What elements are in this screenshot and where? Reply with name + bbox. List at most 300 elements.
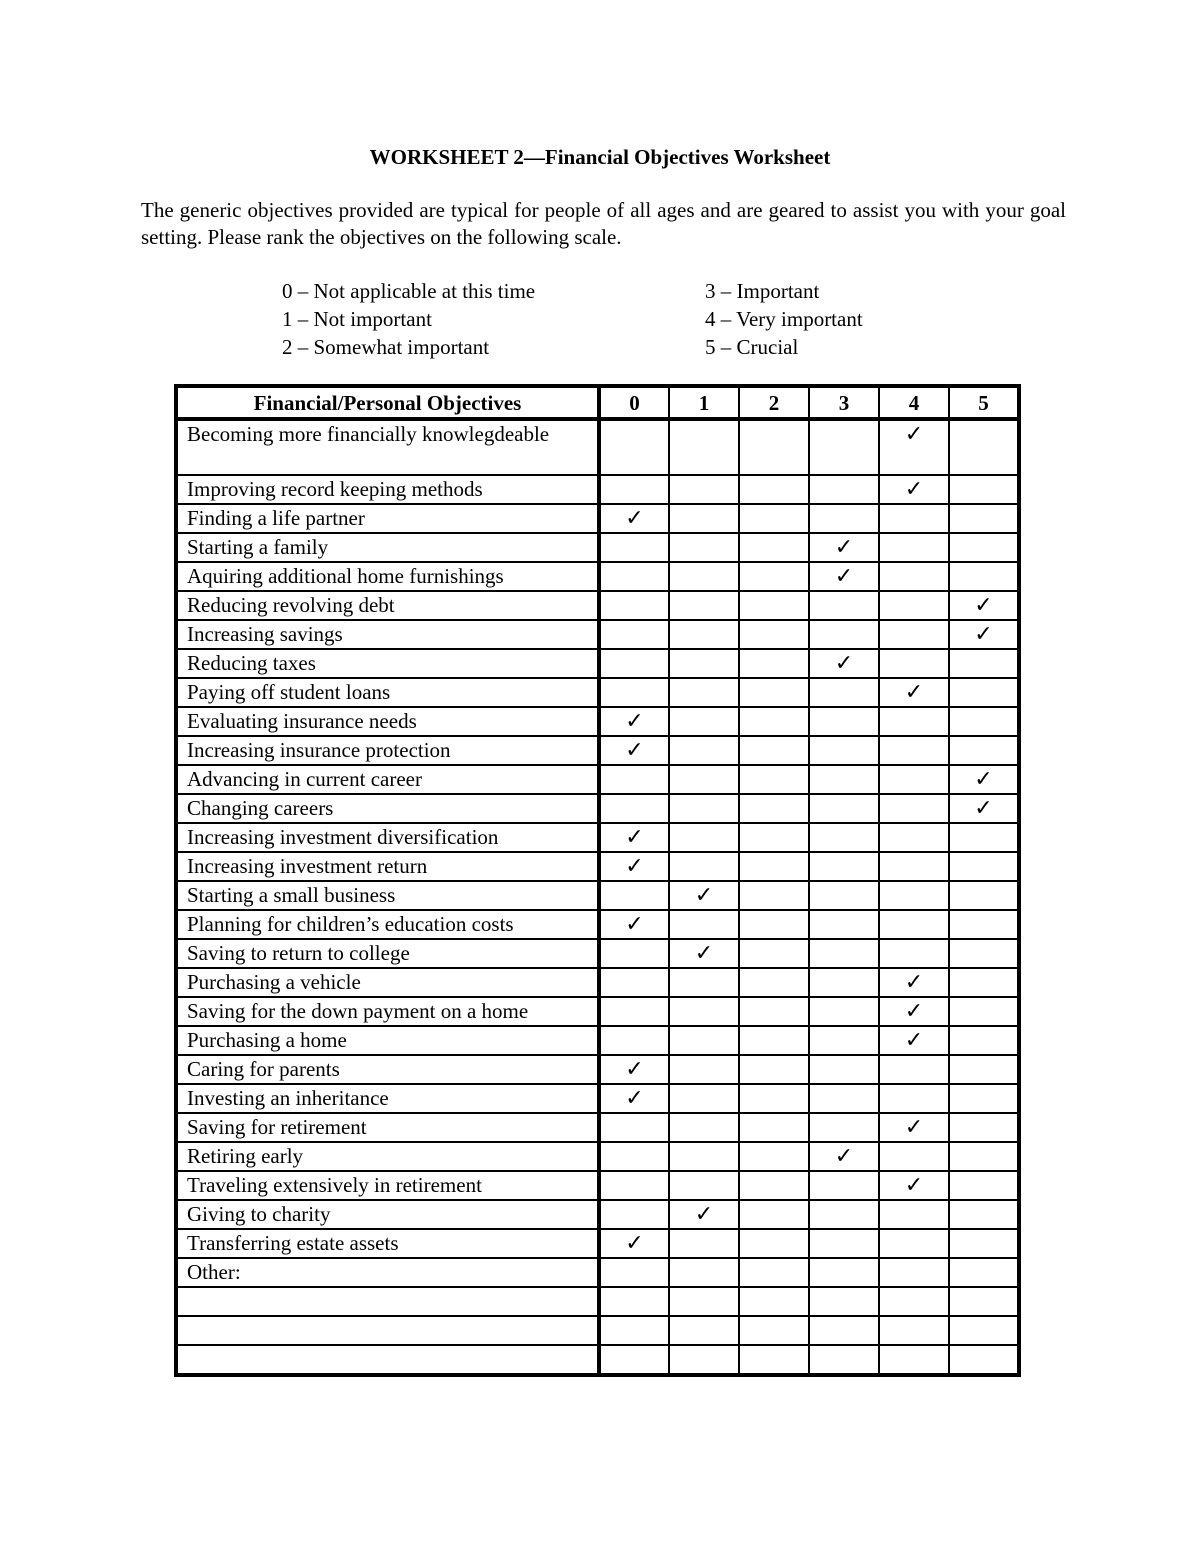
objective-label: Becoming more financially knowlegdeable: [176, 419, 599, 475]
rank-cell-1[interactable]: [669, 1287, 739, 1316]
rank-cell-0[interactable]: [599, 736, 669, 765]
rank-cell-3[interactable]: [809, 1229, 879, 1258]
rank-cell-1[interactable]: [669, 736, 739, 765]
objective-label: Evaluating insurance needs: [176, 707, 599, 736]
rank-cell-2[interactable]: [739, 1258, 809, 1287]
table-row: [176, 707, 1019, 736]
rank-cell-5[interactable]: [949, 1171, 1019, 1200]
rank-cell-4[interactable]: [879, 1171, 949, 1200]
rank-cell-3[interactable]: [809, 1287, 879, 1316]
rank-cell-2[interactable]: [739, 1345, 809, 1375]
objective-label: Reducing revolving debt: [176, 591, 599, 620]
rank-cell-3[interactable]: [809, 881, 879, 910]
rank-cell-3[interactable]: [809, 736, 879, 765]
rank-cell-3[interactable]: [809, 1113, 879, 1142]
rank-cell-1[interactable]: [669, 419, 739, 475]
table-row: [176, 881, 1019, 910]
rating-scale: [282, 277, 982, 367]
table-row: [176, 1113, 1019, 1142]
rank-cell-5[interactable]: [949, 794, 1019, 823]
rank-cell-4[interactable]: [879, 533, 949, 562]
rank-cell-4[interactable]: [879, 591, 949, 620]
scale-item: 5 – Crucial: [705, 335, 799, 359]
rank-cell-0[interactable]: [599, 794, 669, 823]
rank-cell-3[interactable]: [809, 1345, 879, 1375]
rank-cell-0[interactable]: [599, 1142, 669, 1171]
rank-cell-4[interactable]: [879, 1287, 949, 1316]
rank-cell-5[interactable]: [949, 1258, 1019, 1287]
rank-cell-0[interactable]: [599, 419, 669, 475]
table-row: [176, 968, 1019, 997]
table-row: [176, 504, 1019, 533]
rank-cell-5[interactable]: [949, 910, 1019, 939]
rank-cell-0[interactable]: [599, 1171, 669, 1200]
rank-cell-2[interactable]: [739, 910, 809, 939]
table-row: [176, 591, 1019, 620]
rank-cell-1[interactable]: [669, 533, 739, 562]
rank-cell-3[interactable]: [809, 707, 879, 736]
rank-cell-0[interactable]: [599, 504, 669, 533]
rank-cell-4[interactable]: [879, 707, 949, 736]
rank-cell-2[interactable]: [739, 1287, 809, 1316]
rank-cell-4[interactable]: [879, 852, 949, 881]
checkmark-icon: ✓: [834, 564, 854, 589]
rank-cell-0[interactable]: [599, 1258, 669, 1287]
rank-cell-2[interactable]: [739, 997, 809, 1026]
rank-column-header: 4: [879, 386, 949, 419]
rank-cell-4[interactable]: [879, 678, 949, 707]
rank-cell-4[interactable]: [879, 765, 949, 794]
rank-cell-3[interactable]: [809, 504, 879, 533]
rank-cell-4[interactable]: [879, 419, 949, 475]
table-row: [176, 765, 1019, 794]
rank-cell-2[interactable]: [739, 533, 809, 562]
rank-cell-2[interactable]: [739, 1026, 809, 1055]
rank-cell-3[interactable]: [809, 1200, 879, 1229]
rank-cell-3[interactable]: [809, 1084, 879, 1113]
rank-cell-2[interactable]: [739, 852, 809, 881]
checkmark-icon: ✓: [974, 796, 993, 821]
rank-cell-5[interactable]: [949, 707, 1019, 736]
checkmark-icon: ✓: [904, 680, 924, 705]
scale-item: 4 – Very important: [705, 307, 863, 331]
rank-cell-3[interactable]: [809, 765, 879, 794]
rank-cell-1[interactable]: [669, 504, 739, 533]
objective-label: Starting a small business: [176, 881, 599, 910]
table-row: [176, 1026, 1019, 1055]
checkmark-icon: ✓: [625, 738, 644, 763]
rank-cell-5[interactable]: [949, 1200, 1019, 1229]
rank-cell-4[interactable]: [879, 794, 949, 823]
rank-cell-3[interactable]: [809, 533, 879, 562]
objective-label: Starting a family: [176, 533, 599, 562]
rank-cell-4[interactable]: [879, 504, 949, 533]
table-row: [176, 997, 1019, 1026]
rank-cell-4[interactable]: [879, 1200, 949, 1229]
rank-cell-3[interactable]: [809, 649, 879, 678]
checkmark-icon: ✓: [974, 622, 993, 647]
checkmark-icon: ✓: [834, 535, 854, 560]
rank-cell-1[interactable]: [669, 765, 739, 794]
rank-cell-4[interactable]: [879, 562, 949, 591]
objective-label: Investing an inheritance: [176, 1084, 599, 1113]
rank-cell-5[interactable]: [949, 419, 1019, 475]
objective-label: Giving to charity: [176, 1200, 599, 1229]
rank-cell-1[interactable]: [669, 1316, 739, 1345]
scale-right-column: [705, 277, 863, 361]
rank-cell-2[interactable]: [739, 1113, 809, 1142]
rank-cell-3[interactable]: [809, 939, 879, 968]
checkmark-icon: ✓: [904, 477, 924, 502]
rank-cell-3[interactable]: [809, 852, 879, 881]
objective-label: Aquiring additional home furnishings: [176, 562, 599, 591]
rank-cell-5[interactable]: [949, 997, 1019, 1026]
rank-cell-5[interactable]: [949, 1055, 1019, 1084]
rank-cell-4[interactable]: [879, 1345, 949, 1375]
rank-cell-5[interactable]: [949, 1345, 1019, 1375]
rank-cell-3[interactable]: [809, 910, 879, 939]
rank-cell-1[interactable]: [669, 475, 739, 504]
rank-cell-1[interactable]: [669, 794, 739, 823]
table-header-row: [176, 386, 1019, 419]
rank-cell-0[interactable]: [599, 1055, 669, 1084]
objective-label: Caring for parents: [176, 1055, 599, 1084]
rank-cell-5[interactable]: [949, 591, 1019, 620]
rank-cell-0[interactable]: [599, 997, 669, 1026]
table-row: [176, 649, 1019, 678]
rank-cell-5[interactable]: [949, 1026, 1019, 1055]
rank-cell-2[interactable]: [739, 620, 809, 649]
rank-cell-2[interactable]: [739, 881, 809, 910]
rank-cell-0[interactable]: [599, 765, 669, 794]
scale-item: 2 – Somewhat important: [282, 335, 490, 359]
objective-label: Purchasing a vehicle: [176, 968, 599, 997]
rank-cell-0[interactable]: [599, 939, 669, 968]
rank-cell-1[interactable]: [669, 1055, 739, 1084]
rank-cell-5[interactable]: [949, 852, 1019, 881]
checkmark-icon: ✓: [904, 1173, 924, 1198]
scale-item: 1 – Not important: [282, 307, 432, 331]
rank-cell-1[interactable]: [669, 910, 739, 939]
rank-cell-2[interactable]: [739, 591, 809, 620]
rank-cell-3[interactable]: [809, 1055, 879, 1084]
rank-cell-4[interactable]: [879, 910, 949, 939]
rank-cell-0[interactable]: [599, 649, 669, 678]
rank-cell-0[interactable]: [599, 1026, 669, 1055]
objective-label: Transferring estate assets: [176, 1229, 599, 1258]
rank-column-header: 2: [739, 386, 809, 419]
rank-cell-2[interactable]: [739, 1055, 809, 1084]
objective-label: [176, 1316, 599, 1345]
table-row: [176, 736, 1019, 765]
rank-cell-4[interactable]: [879, 1113, 949, 1142]
rank-cell-2[interactable]: [739, 1142, 809, 1171]
checkmark-icon: ✓: [625, 1231, 644, 1256]
table-row: [176, 1171, 1019, 1200]
rank-cell-5[interactable]: [949, 1084, 1019, 1113]
rank-cell-0[interactable]: [599, 1084, 669, 1113]
rank-cell-4[interactable]: [879, 1084, 949, 1113]
rank-cell-0[interactable]: [599, 852, 669, 881]
table-row: [176, 1229, 1019, 1258]
rank-column-header: 0: [599, 386, 669, 419]
objectives-column-header: Financial/Personal Objectives: [176, 386, 599, 419]
rank-cell-2[interactable]: [739, 1316, 809, 1345]
rank-cell-1[interactable]: [669, 591, 739, 620]
objective-label: Increasing insurance protection: [176, 736, 599, 765]
rank-cell-2[interactable]: [739, 504, 809, 533]
rank-cell-4[interactable]: [879, 968, 949, 997]
rank-cell-4[interactable]: [879, 1229, 949, 1258]
rank-cell-1[interactable]: [669, 823, 739, 852]
rank-cell-5[interactable]: [949, 649, 1019, 678]
rank-cell-4[interactable]: [879, 1316, 949, 1345]
checkmark-icon: ✓: [625, 506, 644, 531]
checkmark-icon: ✓: [625, 709, 644, 734]
rank-cell-5[interactable]: [949, 736, 1019, 765]
rank-cell-5[interactable]: [949, 475, 1019, 504]
checkmark-icon: ✓: [694, 883, 714, 908]
rank-cell-1[interactable]: [669, 1113, 739, 1142]
checkmark-icon: ✓: [834, 1144, 854, 1169]
rank-cell-4[interactable]: [879, 736, 949, 765]
objective-label: Retiring early: [176, 1142, 599, 1171]
rank-cell-2[interactable]: [739, 968, 809, 997]
rank-cell-2[interactable]: [739, 419, 809, 475]
objective-label: Improving record keeping methods: [176, 475, 599, 504]
rank-cell-2[interactable]: [739, 649, 809, 678]
table-row: [176, 1055, 1019, 1084]
rank-cell-2[interactable]: [739, 1171, 809, 1200]
rank-cell-0[interactable]: [599, 1345, 669, 1375]
rank-cell-3[interactable]: [809, 1258, 879, 1287]
rank-cell-4[interactable]: [879, 620, 949, 649]
objective-label: Finding a life partner: [176, 504, 599, 533]
objective-label: Advancing in current career: [176, 765, 599, 794]
rank-cell-3[interactable]: [809, 1142, 879, 1171]
rank-cell-0[interactable]: [599, 1113, 669, 1142]
rank-cell-5[interactable]: [949, 562, 1019, 591]
rank-cell-5[interactable]: [949, 968, 1019, 997]
rank-cell-4[interactable]: [879, 475, 949, 504]
rank-cell-2[interactable]: [739, 562, 809, 591]
rank-cell-5[interactable]: [949, 765, 1019, 794]
rank-cell-3[interactable]: [809, 562, 879, 591]
rank-cell-3[interactable]: [809, 591, 879, 620]
checkmark-icon: ✓: [625, 1057, 644, 1082]
rank-cell-1[interactable]: [669, 707, 739, 736]
objective-label: Increasing savings: [176, 620, 599, 649]
objective-label: Saving to return to college: [176, 939, 599, 968]
rank-cell-3[interactable]: [809, 968, 879, 997]
rank-cell-3[interactable]: [809, 1171, 879, 1200]
rank-cell-1[interactable]: [669, 1026, 739, 1055]
rank-cell-0[interactable]: [599, 533, 669, 562]
rank-cell-3[interactable]: [809, 823, 879, 852]
rank-cell-3[interactable]: [809, 794, 879, 823]
rank-cell-1[interactable]: [669, 1171, 739, 1200]
rank-cell-1[interactable]: [669, 997, 739, 1026]
rank-cell-5[interactable]: [949, 504, 1019, 533]
rank-cell-4[interactable]: [879, 939, 949, 968]
rank-cell-1[interactable]: [669, 678, 739, 707]
rank-cell-1[interactable]: [669, 1084, 739, 1113]
objective-label: [176, 1287, 599, 1316]
rank-cell-2[interactable]: [739, 823, 809, 852]
rank-cell-0[interactable]: [599, 707, 669, 736]
rank-cell-4[interactable]: [879, 997, 949, 1026]
rank-cell-0[interactable]: [599, 591, 669, 620]
rank-cell-0[interactable]: [599, 1287, 669, 1316]
rank-cell-3[interactable]: [809, 1026, 879, 1055]
checkmark-icon: ✓: [625, 825, 644, 850]
rank-cell-1[interactable]: [669, 562, 739, 591]
table-row: [176, 1142, 1019, 1171]
checkmark-icon: ✓: [694, 941, 714, 966]
rank-cell-5[interactable]: [949, 678, 1019, 707]
rank-cell-1[interactable]: [669, 1229, 739, 1258]
rank-cell-1[interactable]: [669, 649, 739, 678]
objective-label: Planning for children’s education costs: [176, 910, 599, 939]
rank-cell-2[interactable]: [739, 678, 809, 707]
rank-cell-3[interactable]: [809, 419, 879, 475]
rank-cell-3[interactable]: [809, 997, 879, 1026]
rank-cell-0[interactable]: [599, 1200, 669, 1229]
checkmark-icon: ✓: [904, 1115, 924, 1140]
table-row: [176, 852, 1019, 881]
rank-cell-1[interactable]: [669, 852, 739, 881]
intro-paragraph: The generic objectives provided are typical for people of all ages and are geared to assist you with your goal setting. Please rank the objectives on the following scale.: [141, 198, 1066, 249]
rank-cell-5[interactable]: [949, 881, 1019, 910]
rank-cell-3[interactable]: [809, 1316, 879, 1345]
rank-cell-2[interactable]: [739, 1084, 809, 1113]
table-row: [176, 1084, 1019, 1113]
checkmark-icon: ✓: [974, 593, 993, 618]
checkmark-icon: ✓: [834, 651, 854, 676]
rank-cell-4[interactable]: [879, 1258, 949, 1287]
rank-cell-5[interactable]: [949, 1113, 1019, 1142]
objective-label: Other:: [176, 1258, 599, 1287]
table-body: [176, 419, 1019, 1375]
checkmark-icon: ✓: [904, 422, 924, 447]
rank-cell-0[interactable]: [599, 562, 669, 591]
table-row: [176, 1200, 1019, 1229]
objective-label: Traveling extensively in retirement: [176, 1171, 599, 1200]
rank-column-header: 3: [809, 386, 879, 419]
rank-cell-2[interactable]: [739, 736, 809, 765]
table-row: [176, 419, 1019, 475]
rank-cell-0[interactable]: [599, 678, 669, 707]
rank-cell-5[interactable]: [949, 1229, 1019, 1258]
table-row: [176, 533, 1019, 562]
rank-cell-2[interactable]: [739, 939, 809, 968]
objective-label: Changing careers: [176, 794, 599, 823]
table-row: [176, 620, 1019, 649]
rank-cell-0[interactable]: [599, 881, 669, 910]
page-title: WORKSHEET 2—Financial Objectives Worksheet: [369, 145, 831, 169]
rank-cell-1[interactable]: [669, 1200, 739, 1229]
rank-cell-0[interactable]: [599, 620, 669, 649]
rank-column-header: 5: [949, 386, 1019, 419]
rank-cell-2[interactable]: [739, 475, 809, 504]
objective-label: Saving for retirement: [176, 1113, 599, 1142]
checkmark-icon: ✓: [974, 767, 993, 792]
objectives-table: [174, 384, 1021, 1377]
rank-cell-0[interactable]: [599, 475, 669, 504]
rank-cell-2[interactable]: [739, 765, 809, 794]
rank-cell-1[interactable]: [669, 1258, 739, 1287]
table-row: [176, 794, 1019, 823]
rank-cell-1[interactable]: [669, 1345, 739, 1375]
rank-cell-4[interactable]: [879, 1026, 949, 1055]
checkmark-icon: ✓: [625, 1086, 644, 1111]
table-row: [176, 823, 1019, 852]
rank-cell-4[interactable]: [879, 823, 949, 852]
checkmark-icon: ✓: [625, 912, 644, 937]
table-row: [176, 562, 1019, 591]
table-row: [176, 939, 1019, 968]
rank-cell-0[interactable]: [599, 823, 669, 852]
table-row: [176, 1316, 1019, 1345]
checkmark-icon: ✓: [904, 970, 924, 995]
rank-cell-4[interactable]: [879, 1142, 949, 1171]
table-row: [176, 1345, 1019, 1375]
rank-cell-2[interactable]: [739, 707, 809, 736]
scale-item: 0 – Not applicable at this time: [282, 279, 536, 303]
rank-cell-0[interactable]: [599, 1316, 669, 1345]
objective-label: Saving for the down payment on a home: [176, 997, 599, 1026]
rank-cell-2[interactable]: [739, 1229, 809, 1258]
rank-cell-4[interactable]: [879, 1055, 949, 1084]
scale-item: 3 – Important: [705, 279, 820, 303]
rank-cell-5[interactable]: [949, 1142, 1019, 1171]
rank-cell-3[interactable]: [809, 475, 879, 504]
rank-cell-5[interactable]: [949, 620, 1019, 649]
checkmark-icon: ✓: [904, 999, 924, 1024]
rank-cell-4[interactable]: [879, 649, 949, 678]
rank-cell-0[interactable]: [599, 910, 669, 939]
rank-cell-1[interactable]: [669, 881, 739, 910]
rank-cell-5[interactable]: [949, 823, 1019, 852]
table-row: [176, 910, 1019, 939]
rank-cell-0[interactable]: [599, 968, 669, 997]
scale-left-column: [282, 277, 535, 361]
rank-cell-1[interactable]: [669, 1142, 739, 1171]
rank-cell-1[interactable]: [669, 939, 739, 968]
rank-cell-0[interactable]: [599, 1229, 669, 1258]
rank-cell-4[interactable]: [879, 881, 949, 910]
rank-cell-5[interactable]: [949, 533, 1019, 562]
rank-cell-2[interactable]: [739, 1200, 809, 1229]
rank-cell-5[interactable]: [949, 1287, 1019, 1316]
rank-cell-1[interactable]: [669, 620, 739, 649]
rank-cell-5[interactable]: [949, 1316, 1019, 1345]
objective-label: Purchasing a home: [176, 1026, 599, 1055]
table-row: [176, 475, 1019, 504]
objective-label: Reducing taxes: [176, 649, 599, 678]
objective-label: [176, 1345, 599, 1375]
rank-column-header: 1: [669, 386, 739, 419]
objective-label: Paying off student loans: [176, 678, 599, 707]
rank-cell-1[interactable]: [669, 968, 739, 997]
rank-cell-2[interactable]: [739, 794, 809, 823]
objective-label: Increasing investment diversification: [176, 823, 599, 852]
table-row: [176, 1287, 1019, 1316]
rank-cell-3[interactable]: [809, 678, 879, 707]
rank-cell-3[interactable]: [809, 620, 879, 649]
rank-cell-5[interactable]: [949, 939, 1019, 968]
checkmark-icon: ✓: [694, 1202, 714, 1227]
